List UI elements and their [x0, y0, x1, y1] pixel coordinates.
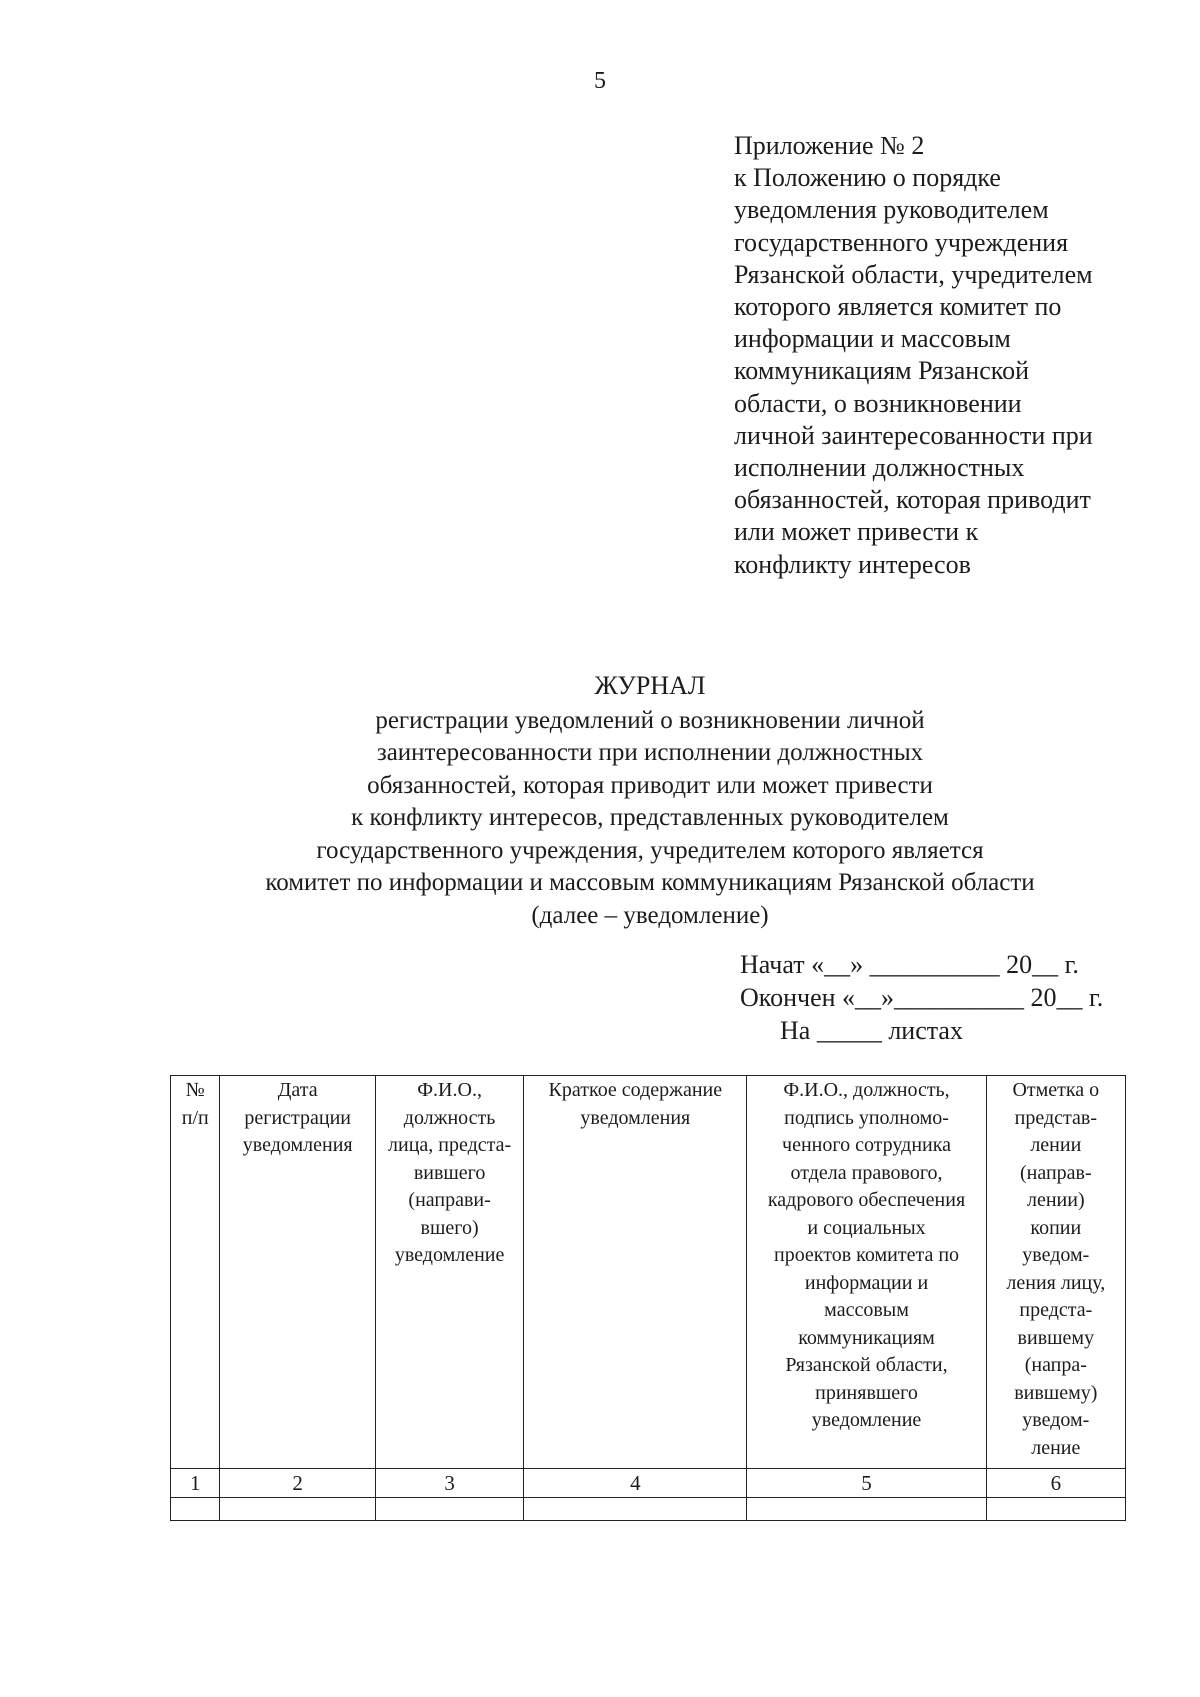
table-cell [986, 1498, 1125, 1521]
header-text: Дата [277, 1079, 318, 1101]
table-cell [171, 1498, 220, 1521]
appendix-line: обязанностей, которая приводит [734, 485, 1091, 515]
journal-subtitle-line: (далее – уведомление) [531, 901, 769, 929]
page-number: 5 [594, 68, 606, 94]
header-text: уведом- [1022, 1409, 1090, 1431]
header-text: уведомления [580, 1106, 691, 1129]
column-number: 1 [171, 1469, 220, 1498]
header-text: Ф.И.О., должность, [783, 1079, 950, 1101]
header-text: (направ- [1019, 1161, 1092, 1184]
header-summary [524, 1076, 747, 1469]
finished-line: Окончен «__»__________ 20__ г. [740, 983, 1104, 1012]
header-copy-mark [986, 1076, 1125, 1469]
header-text: принявшего [815, 1381, 918, 1404]
appendix-line: Рязанской области, учредителем [734, 259, 1093, 289]
appendix-line: или может привести к [734, 517, 979, 547]
header-text: лении [1030, 1134, 1082, 1156]
header-text: ление [1031, 1436, 1081, 1459]
journal-title-block [200, 670, 1100, 932]
header-text: Краткое содержание [548, 1079, 723, 1101]
journal-subtitle-line: государственного учреждения, учредителем которого является [316, 836, 984, 864]
column-number: 4 [524, 1469, 747, 1498]
appendix-block [734, 130, 1174, 581]
header-text: представ- [1014, 1106, 1097, 1129]
table-cell [524, 1498, 747, 1521]
header-text: Рязанской области, [785, 1354, 948, 1376]
column-number: 2 [220, 1469, 375, 1498]
header-text: кадрового обеспечения [767, 1189, 966, 1211]
journal-subtitle-line: регистрации уведомлений о возникновении личной [375, 706, 925, 734]
header-number [171, 1076, 220, 1469]
header-receiver [747, 1076, 986, 1469]
table-row [171, 1498, 1126, 1521]
journal-subtitle-line: к конфликту интересов, представленных руководителем [351, 804, 949, 831]
appendix-line: к Положению о порядке [734, 163, 1001, 193]
started-line: Начат «__» __________ 20__ г. [740, 950, 1079, 979]
journal-title: ЖУРНАЛ [594, 671, 706, 700]
journal-subtitle-line: заинтересованности при исполнении должностных [376, 739, 924, 766]
header-text: вившему) [1014, 1381, 1098, 1404]
header-text: ченного сотрудника [782, 1134, 952, 1156]
table-header-row [171, 1076, 1126, 1469]
appendix-line: государственного учреждения [734, 227, 1069, 257]
header-text: копии [1030, 1216, 1082, 1239]
appendix-line: коммуникациям Рязанской [734, 356, 1029, 386]
column-number-row [171, 1469, 1126, 1498]
header-text: Ф.И.О., [417, 1079, 482, 1101]
header-text: подпись уполномо- [784, 1106, 949, 1129]
header-text: коммуникациям [798, 1326, 935, 1349]
header-submitter [375, 1076, 523, 1469]
appendix-line: Приложение № 2 [734, 131, 925, 160]
header-text: и социальных [807, 1216, 926, 1239]
registration-table [170, 1075, 1126, 1521]
header-text: должность [403, 1106, 496, 1129]
appendix-line: которого является комитет по [734, 292, 1062, 322]
header-text: регистрации [244, 1106, 351, 1129]
header-text: массовым [824, 1299, 909, 1321]
header-text: (напра- [1024, 1354, 1087, 1376]
journal-meta [740, 948, 1103, 1047]
header-text: уведомление [394, 1244, 505, 1266]
column-number: 6 [986, 1469, 1125, 1498]
appendix-line: информации и массовым [734, 324, 1011, 354]
journal-subtitle-line: обязанностей, которая приводит или может привести [367, 771, 933, 799]
header-text: уведом- [1022, 1244, 1090, 1266]
header-text: предста- [1019, 1299, 1093, 1321]
sheets-line: На _____ листах [780, 1016, 963, 1045]
header-text: № [185, 1079, 205, 1101]
header-text: ления лицу, [1006, 1271, 1106, 1294]
header-text: (направи- [408, 1189, 491, 1211]
header-date [220, 1076, 375, 1469]
appendix-line: конфликту интересов [734, 549, 971, 579]
header-text: вившего [413, 1161, 486, 1184]
table-cell [375, 1498, 523, 1521]
header-text: вшего) [420, 1216, 479, 1239]
appendix-line: области, о возникновении [734, 388, 1022, 418]
table-cell [220, 1498, 375, 1521]
table-cell [747, 1498, 986, 1521]
header-text: лица, предста- [388, 1134, 512, 1156]
column-number: 5 [747, 1469, 986, 1498]
header-text: отдела правового, [790, 1161, 943, 1184]
journal-subtitle-line: комитет по информации и массовым коммуникациям Рязанской области [265, 869, 1035, 896]
column-number: 3 [375, 1469, 523, 1498]
header-text: проектов комитета по [773, 1244, 960, 1266]
header-text: п/п [181, 1106, 209, 1129]
header-text: вившему [1017, 1326, 1095, 1349]
header-text: Отметка о [1012, 1079, 1100, 1101]
header-text: уведомление [811, 1409, 922, 1431]
appendix-line: личной заинтересованности при [734, 420, 1093, 450]
header-text: лении) [1027, 1189, 1085, 1211]
appendix-line: исполнении должностных [734, 453, 1025, 483]
header-text: информации и [804, 1271, 929, 1294]
appendix-line: уведомления руководителем [734, 195, 1049, 225]
header-text: уведомления [242, 1134, 353, 1156]
